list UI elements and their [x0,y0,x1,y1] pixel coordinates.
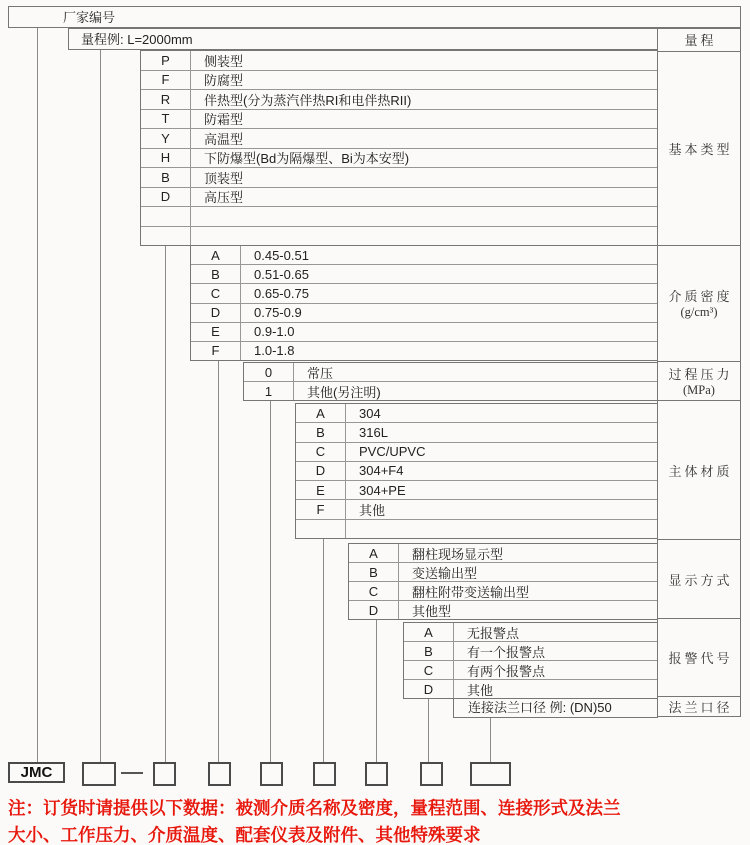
code-cell: 1 [244,382,294,400]
label-basic-type: 基本类型 [658,51,740,245]
description-cell: 0.75-0.9 [254,305,302,321]
table-row [349,562,657,581]
description-cell: 0.51-0.65 [254,266,309,282]
table-row [141,226,657,246]
code-cell: E [296,481,346,499]
code-cell: H [141,149,191,168]
flange-size-desc: 连接法兰口径 例: (DN)50 [468,700,612,715]
description-cell: 防霜型 [204,112,244,128]
section-basic-type [140,50,658,246]
table-row [349,581,657,600]
table-row [296,519,657,538]
code-cell: F [296,500,346,518]
label-process-pressure: 过程压力 (MPa) [658,361,740,401]
category-label-column [657,28,741,717]
model-code-box-material [313,762,336,786]
code-cell [141,207,191,226]
table-row [244,381,657,400]
table-row [141,70,657,90]
label-display-mode: 显示方式 [658,539,740,619]
description-cell: 其他 [359,503,386,519]
model-code-box-pressure [260,762,283,786]
description-cell: 翻柱现场显示型 [412,546,504,562]
code-cell: F [141,71,191,90]
description-cell: 304+PE [359,482,406,498]
description-cell: 顶装型 [204,170,244,186]
description-cell: 0.65-0.75 [254,285,309,301]
table-row [191,264,657,283]
description-cell: 变送输出型 [412,565,478,581]
code-cell: A [349,544,399,562]
code-cell: D [404,680,454,698]
table-row [191,303,657,322]
code-cell: B [349,563,399,581]
model-code-box-range [82,762,116,786]
description-cell: 其他(另注明) [307,384,381,400]
model-code-box-display [365,762,388,786]
manufacturer-code-row [8,6,741,28]
code-cell: C [404,661,454,679]
connector-line-display [376,620,377,762]
section-process-pressure [243,362,658,401]
description-cell: 有一个报警点 [467,644,546,660]
description-cell: 翻柱附带变送输出型 [412,584,530,600]
model-code-box-basic-type [153,762,176,786]
code-cell: D [349,601,399,619]
description-cell [346,520,657,538]
code-cell: A [296,404,346,422]
table-row [349,600,657,619]
range-example-row [68,28,741,50]
code-cell [141,227,191,246]
code-cell [296,520,346,538]
code-cell: D [191,304,241,322]
range-example-label: 量程例: L=2000mm [81,32,193,47]
connector-line-basic-type [165,246,166,762]
code-cell: E [191,323,241,341]
description-cell: 其他型 [412,603,452,619]
table-row [296,404,657,422]
label-alarm-code: 报警代号 [658,618,740,696]
description-cell [191,207,657,226]
table-row [404,660,657,679]
code-cell: B [191,265,241,283]
connector-line-pressure [270,401,271,762]
description-cell: 1.0-1.8 [254,343,295,359]
description-cell: 常压 [307,365,334,381]
table-row [404,623,657,641]
section-display-mode [348,543,658,620]
ordering-note-line1: 注：订货时请提供以下数据：被测介质名称及密度，量程范围、连接形式及法兰 [8,798,621,818]
table-row [141,89,657,109]
code-cell: B [404,642,454,660]
table-row [296,422,657,441]
description-cell: 高温型 [204,131,244,147]
section-alarm-code [403,622,658,699]
ordering-note-line2: 大小、工作压力、介质温度、配套仪表及附件、其他特殊要求 [8,825,481,845]
description-cell: 下防爆型(Bd为隔爆型、Bi为本安型) [204,151,410,167]
table-row [244,363,657,381]
description-cell: 防腐型 [204,73,244,89]
table-row [141,51,657,70]
description-cell: 304+F4 [359,463,404,479]
code-cell: Y [141,129,191,148]
description-cell: 侧装型 [204,53,244,69]
code-cell: P [141,51,191,70]
label-body-material: 主体材质 [658,400,740,538]
table-row [191,283,657,302]
connector-line-density [218,361,219,762]
code-cell: A [191,246,241,264]
table-row [404,641,657,660]
section-medium-density [190,245,658,361]
manufacturer-code-label: 厂家编号 [63,10,116,25]
code-cell: C [349,582,399,600]
connector-line-alarm [428,699,429,762]
model-prefix-label: JMC [20,764,53,781]
table-row [349,544,657,562]
label-flange-size: 法兰口径 [658,696,740,716]
description-cell: 其他 [467,682,494,698]
code-cell: F [191,342,241,360]
table-row [141,167,657,187]
code-cell: A [404,623,454,641]
code-cell: D [296,462,346,480]
table-row [141,206,657,226]
table-row [141,109,657,129]
connector-line-material [323,539,324,762]
code-cell: B [141,168,191,187]
table-row [191,322,657,341]
flange-size-row [453,698,658,718]
description-cell: 无报警点 [467,625,520,641]
description-cell: 伴热型(分为蒸汽伴热RI和电伴热RII) [204,92,412,108]
table-row [296,461,657,480]
table-row [404,679,657,698]
description-cell [191,227,657,246]
model-code-box-flange [470,762,511,786]
section-body-material [295,403,658,539]
table-row [141,148,657,168]
description-cell: 有两个报警点 [467,663,546,679]
connector-line-flange [490,718,491,762]
code-cell: T [141,110,191,129]
table-row [141,187,657,207]
code-cell: R [141,90,191,109]
table-row [296,442,657,461]
table-row [141,128,657,148]
ordering-note [8,795,750,845]
label-medium-density: 介质密度 (g/cm³) [658,245,740,360]
table-row [296,480,657,499]
model-code-separator [121,772,143,774]
description-cell: 0.45-0.51 [254,247,309,263]
model-prefix-box [8,762,65,783]
description-cell: 304 [359,405,381,421]
description-cell: PVC/UPVC [359,444,426,460]
connector-line-range [100,50,101,762]
table-row [191,341,657,360]
code-cell: C [296,443,346,461]
model-code-box-density [208,762,231,786]
table-row [191,246,657,264]
connector-line-manufacturer [37,28,38,762]
description-cell: 0.9-1.0 [254,324,295,340]
label-range: 量程 [684,33,717,49]
description-cell: 高压型 [204,190,244,206]
description-cell: 316L [359,424,388,440]
model-code-box-alarm [420,762,443,786]
code-cell: B [296,423,346,441]
table-row [296,499,657,518]
code-cell: 0 [244,363,294,381]
code-cell: C [191,284,241,302]
code-cell: D [141,188,191,207]
